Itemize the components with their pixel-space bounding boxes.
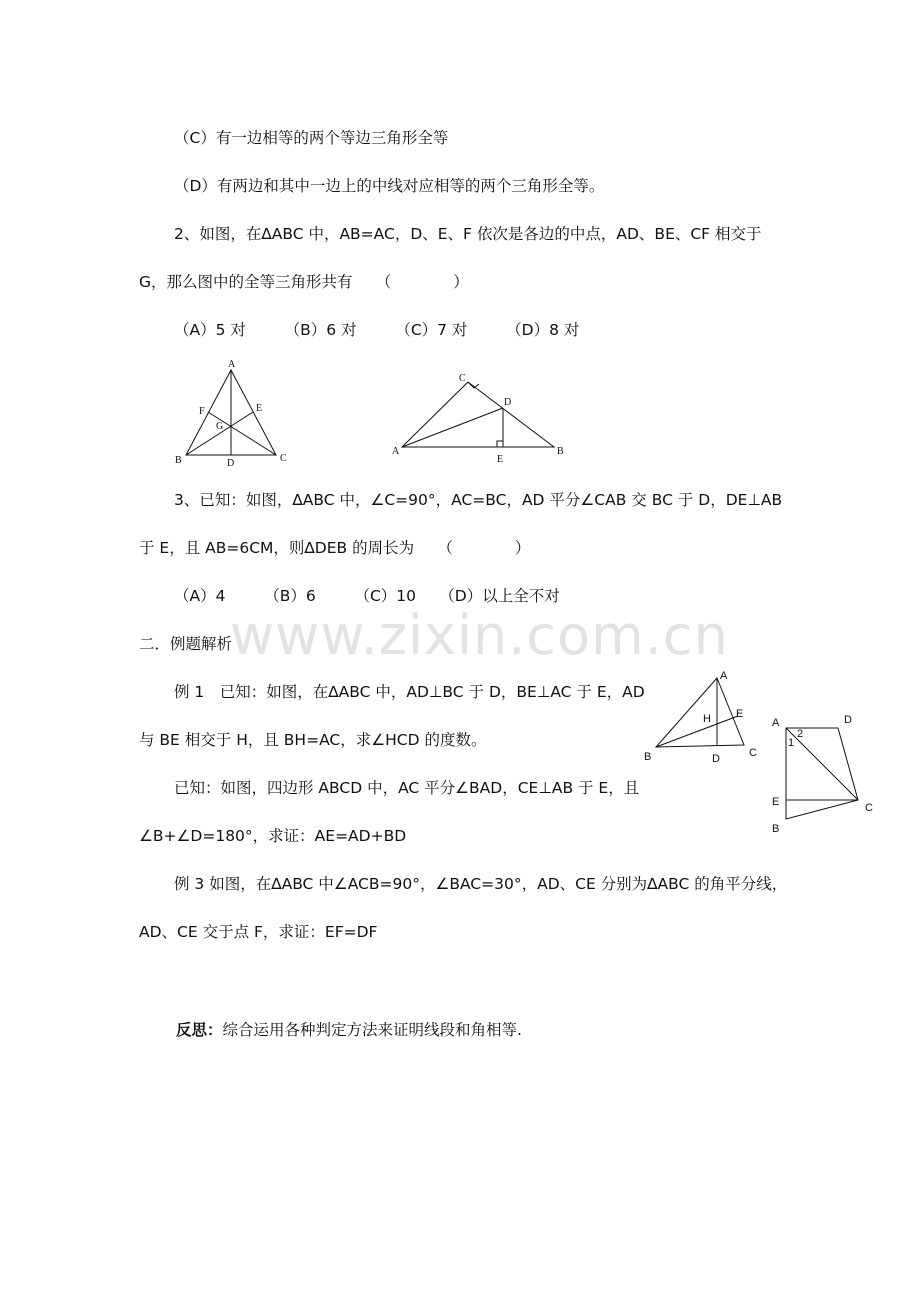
fig3-label-d: D: [712, 753, 720, 765]
question-3-options: （A）4 （B）6 （C）10 （D）以上全不对: [174, 587, 560, 605]
watermark: www.zixin.com.cn: [230, 604, 729, 667]
question-2-line-2: G，那么图中的全等三角形共有 （ ）: [139, 273, 469, 291]
reflection-text: 综合运用各种判定方法来证明线段和角相等.: [222, 1021, 522, 1039]
example-1-line-1: 例 1 已知：如图，在∆ABC 中，AD⊥BC 于 D，BE⊥AC 于 E，AD: [174, 683, 645, 701]
fig3-label-e: E: [736, 708, 744, 720]
question-2-line-1: 2、如图，在∆ABC 中，AB=AC，D、E、F 依次是各边的中点，AD、BE、CF 相交于: [174, 225, 762, 243]
fig4-label-d: D: [844, 714, 852, 726]
figure-altitudes: [640, 664, 765, 768]
reflection: [176, 1020, 522, 1040]
fig4-label-2: 2: [797, 728, 804, 740]
example-2-line-2: ∠B+∠D=180°，求证：AE=AD+BD: [139, 827, 407, 845]
question-3-line-1: 3、已知：如图，∆ABC 中，∠C=90°，AC=BC，AD 平分∠CAB 交 BC 于 D，DE⊥AB: [174, 491, 783, 509]
fig4-label-b: B: [772, 823, 780, 835]
fig2-label-c: C: [459, 373, 466, 384]
fig2-label-e: E: [497, 454, 504, 465]
example-3-line-2: AD、CE 交于点 F，求证：EF=DF: [139, 923, 378, 941]
fig2-label-d: D: [504, 397, 512, 408]
figure-triangle-medians: [170, 356, 295, 471]
fig1-label-f: F: [199, 406, 205, 417]
fig1-label-g: G: [216, 421, 224, 432]
fig1-label-e: E: [256, 403, 263, 414]
fig1-label-c: C: [280, 453, 287, 464]
fig3-label-c: C: [749, 747, 757, 759]
fig4-label-1: 1: [788, 737, 795, 749]
fig2-label-a: A: [392, 446, 400, 457]
question-3-line-2: 于 E，且 AB=6CM，则∆DEB 的周长为 （ ）: [139, 539, 531, 557]
example-3-line-1: 例 3 如图，在∆ABC 中∠ACB=90°，∠BAC=30°，AD、CE 分别为∆ABC 的角平分线，: [174, 875, 788, 893]
section-2-heading: 二．例题解析: [139, 635, 233, 653]
question-2-options: （A）5 对 （B）6 对 （C）7 对 （D）8 对: [174, 321, 580, 339]
fig1-label-a: A: [228, 359, 236, 370]
fig1-label-d: D: [227, 458, 235, 469]
reflection-label: 反思：: [176, 1021, 223, 1039]
example-2-line-1: 已知：如图，四边形 ABCD 中，AC 平分∠BAD，CE⊥AB 于 E，且: [174, 779, 640, 797]
fig1-label-b: B: [175, 455, 182, 466]
fig2-label-b: B: [557, 446, 564, 457]
fig4-label-c: C: [865, 802, 873, 814]
fig4-label-a: A: [772, 717, 780, 729]
figure-right-triangle: [388, 366, 573, 470]
option-d-text: （D）有两边和其中一边上的中线对应相等的两个三角形全等。: [174, 177, 605, 195]
fig3-label-h: H: [703, 713, 711, 725]
option-c-text: （C）有一边相等的两个等边三角形全等: [174, 129, 449, 147]
fig4-label-e: E: [772, 796, 780, 808]
example-1-line-2: 与 BE 相交于 H，且 BH=AC，求∠HCD 的度数。: [139, 731, 487, 749]
fig3-label-a: A: [720, 670, 728, 682]
fig3-label-b: B: [644, 751, 652, 763]
figure-quadrilateral: [762, 708, 882, 838]
